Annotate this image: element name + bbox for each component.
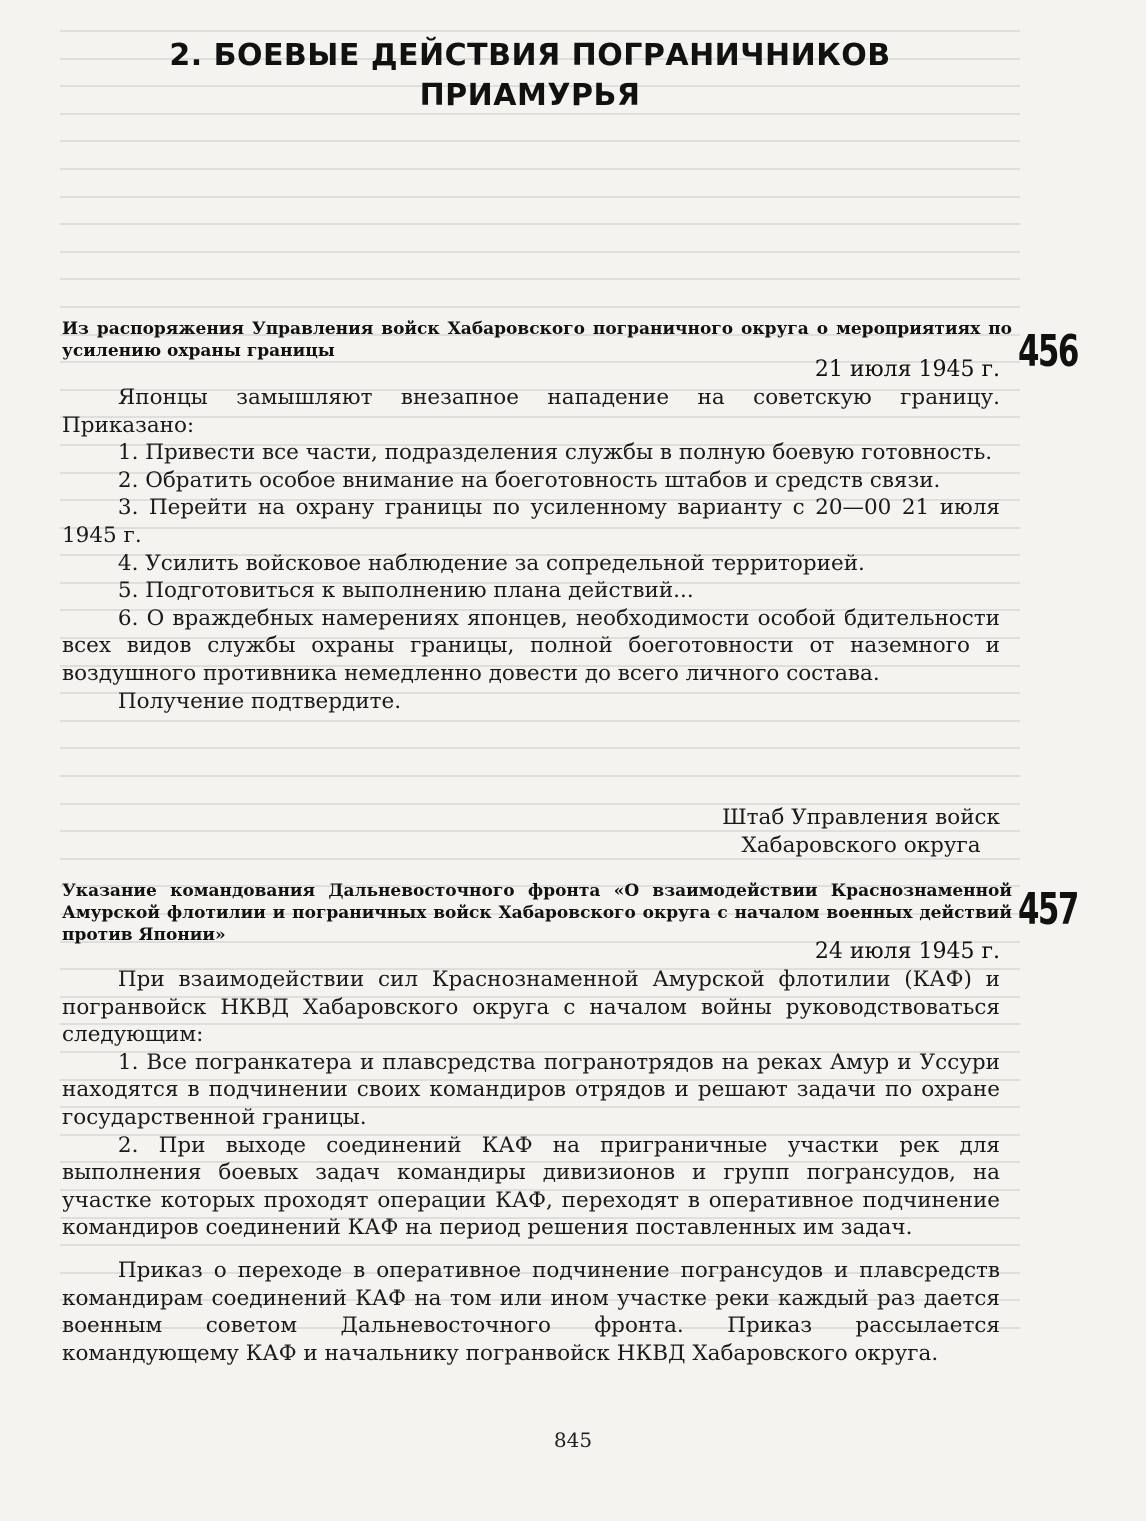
signature-line1: Штаб Управления войск	[722, 805, 1000, 830]
doc-457-paragraph: Приказ о переходе в оперативное подчинение погрансудов и плавсредств командирам соединений КАФ на том или ином участке реки каждый раз дается военным советом Дальневосточного фронта. Приказ рассылается командующему КАФ и начальнику погранвойск НКВД Хабаровского округа.	[62, 1257, 1000, 1366]
doc-457-paragraph: 2. При выходе соединений КАФ на приграничные участки рек для выполнения боевых задач командиры дивизионов и групп погрансудов, на участке которых проходят операции КАФ, переходят в оперативное подчинение командиров соединений КАФ на период решения поставленных им задач.	[62, 1132, 1000, 1241]
doc-456-body	[62, 384, 1000, 715]
doc-457-paragraph: 1. Все погранкатера и плавсредства погранотрядов на реках Амур и Уссури находятся в подчинении своих командиров отрядов и решают задачи по охране государственной границы.	[62, 1049, 1000, 1130]
doc-456-date: 21 июля 1945 г.	[814, 357, 1000, 382]
section-title-line1: 2. БОЕВЫЕ ДЕЙСТВИЯ ПОГРАНИЧНИКОВ	[169, 38, 891, 73]
doc-456-paragraph: 3. Перейти на охрану границы по усиленному варианту с 20—00 21 июля 1945 г.	[62, 495, 1000, 548]
doc-456-heading: Из распоряжения Управления войск Хабаровского пограничного округа о мероприятиях по усилению охраны границы	[62, 319, 1012, 361]
doc-457-heading: Указание командования Дальневосточного фронта «О взаимодействии Краснознаменной Амурской флотилии и пограничных войск Хабаровского округа с началом военных действий против Японии»	[62, 881, 1012, 945]
section-title-line2: ПРИАМУРЬЯ	[419, 78, 641, 113]
page-number: 845	[553, 1428, 593, 1452]
doc-457-date: 24 июля 1945 г.	[814, 939, 1000, 964]
doc-456-paragraph: Получение подтвердите.	[117, 688, 402, 714]
doc-456-paragraph: 5. Подготовиться к выполнению плана действий...	[117, 578, 694, 604]
doc-457-paragraph: При взаимодействии сил Краснознаменной Амурской флотилии (КАФ) и погранвойск НКВД Хабаровского округа с началом войны руководствоваться следующим:	[62, 967, 1000, 1048]
doc-456-paragraph: 2. Обратить особое внимание на боеготовность штабов и средств связи.	[117, 467, 941, 493]
signature-line2: Хабаровского округа	[741, 833, 981, 858]
doc-456-number: 456	[1018, 326, 1078, 377]
doc-456-signature	[722, 804, 1000, 860]
doc-456-paragraph: Японцы замышляют внезапное нападение на советскую границу. Приказано:	[62, 385, 1000, 438]
doc-457-body	[62, 966, 1000, 1367]
doc-456-paragraph: 1. Привести все части, подразделения службы в полную боевую готовность.	[117, 440, 993, 466]
doc-457-number: 457	[1018, 884, 1078, 935]
section-title	[150, 36, 910, 116]
doc-456-paragraph: 6. О враждебных намерениях японцев, необходимости особой бдительности всех видов службы охраны границы, полной боеготовности от наземного и воздушного противника немедленно довести до всего личного состава.	[62, 605, 1000, 686]
doc-456-paragraph: 4. Усилить войсковое наблюдение за сопредельной территорией.	[117, 550, 865, 576]
